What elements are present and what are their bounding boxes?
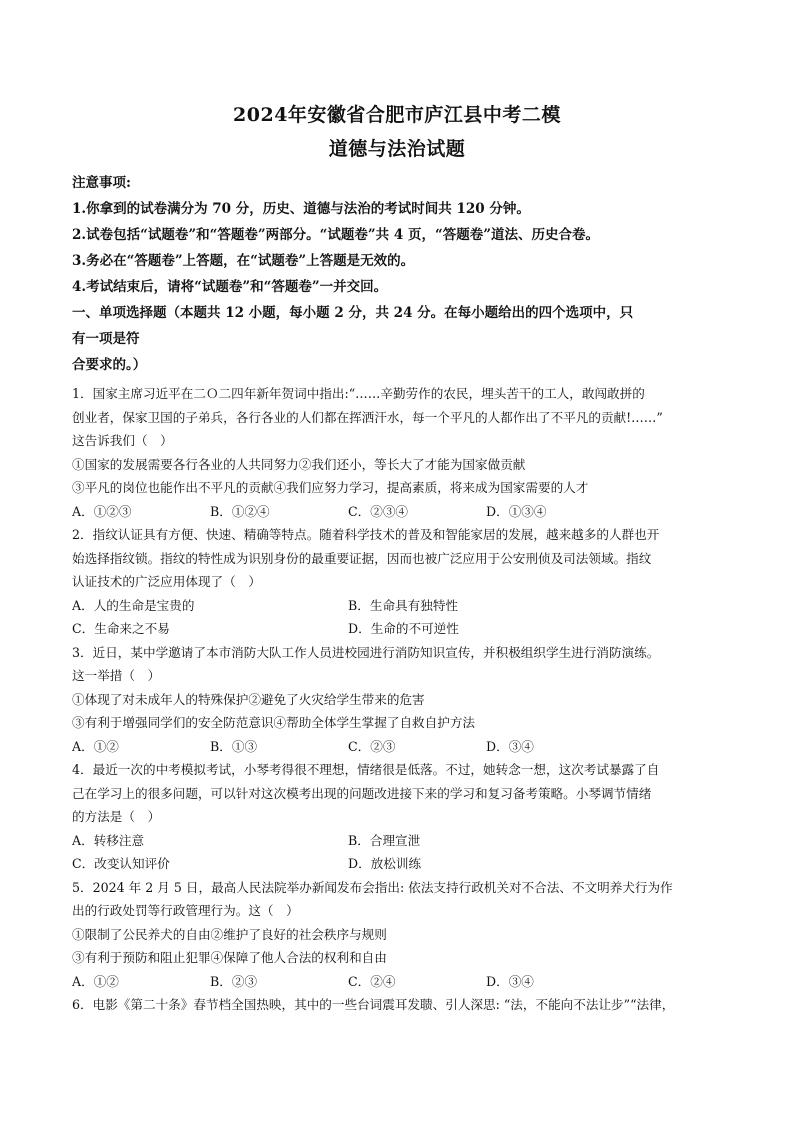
question-stem-line: 始选择指纹锁。指纹的特性成为识别身份的最重要证据，因而也被广泛应用于公安刑侦及司法领域。指纹 <box>72 550 652 566</box>
question-stem-line: 这告诉我们（ ） <box>72 433 173 448</box>
option-row <box>72 852 737 876</box>
question-stem-line: 5．2024 年 2 月 5 日，最高人民法院举办新闻发布会指出: 依法支持行政机关对不合法、不文明养犬行为作 <box>72 879 673 895</box>
option-b: B．①③ <box>210 738 258 754</box>
question-stem-line: 己在学习上的很多问题，可以针对这次模考出现的问题改进接下来的学习和复习备考策略。小琴调节情绪 <box>72 785 652 801</box>
question-2 <box>72 523 737 641</box>
question-stem-line: 1．国家主席习近平在二Ｏ二四年新年贺词中指出:“……辛勤劳作的农民，埋头苦干的工人，敢闯敢拼的 <box>72 386 645 401</box>
question-stem-line: 这一举措（ ） <box>72 668 161 683</box>
option-d: D．生命的不可逆性 <box>348 621 459 636</box>
option-a: A．①② <box>72 738 119 754</box>
option-b: B．合理宣泄 <box>348 832 421 848</box>
question-stem-line: 出的行政处罚等行政管理行为。这（ ） <box>72 903 299 918</box>
notes-item: 3.务必在“答题卷”上答题，在“试题卷”上答题是无效的。 <box>72 253 415 269</box>
option-c: C．②④ <box>348 973 396 989</box>
option-c: C．改变认知评价 <box>72 856 170 871</box>
notes-block <box>72 170 732 300</box>
question-4 <box>72 758 737 876</box>
question-stem-line: 3．近日，某中学邀请了本市消防大队工作人员进校园进行消防知识宣传，并积极组织学生进行消防演练。 <box>72 644 660 660</box>
section-line: 合要求的。） <box>72 357 147 373</box>
notes-item: 4.考试结束后，请将“试题卷”和“答题卷”一并交回。 <box>72 279 388 295</box>
option-row <box>72 970 737 994</box>
page-subtitle: 道德与法治试题 <box>328 138 466 160</box>
option-c: C．②③④ <box>348 503 409 519</box>
option-d: D．③④ <box>486 973 534 989</box>
notes-heading: 注意事项: <box>72 175 131 191</box>
option-d: D．放松训练 <box>348 856 422 871</box>
option-b: B．生命具有独特性 <box>348 597 459 613</box>
option-b: B．①②④ <box>210 503 270 519</box>
question-1 <box>72 382 737 523</box>
question-stem-line: ①限制了公民养犬的自由②维护了良好的社会秩序与规则 <box>72 926 387 942</box>
option-a: A．转移注意 <box>72 832 145 848</box>
option-row <box>72 500 737 524</box>
question-3 <box>72 641 737 759</box>
question-stem-line: 的方法是（ ） <box>72 809 161 824</box>
option-a: A．人的生命是宝贵的 <box>72 597 195 613</box>
section-line: 有一项是符 <box>72 331 140 347</box>
question-stem-line: 4．最近一次的中考模拟考试，小琴考得很不理想，情绪很是低落。不过，她转念一想，这次考试暴露了自 <box>72 762 660 777</box>
question-stem-line: ③有利于预防和阻止犯罪④保障了他人合法的权利和自由 <box>72 950 387 965</box>
question-5 <box>72 876 737 994</box>
option-a: A．①② <box>72 973 119 989</box>
question-6 <box>72 993 737 1017</box>
question-stem-line: 创业者，保家卫国的子弟兵，各行各业的人们都在挥洒汗水，每一个平凡的人都作出了不平凡的贡献!……” <box>72 409 663 425</box>
question-stem-line: 认证技术的广泛应用体现了（ ） <box>72 574 261 589</box>
question-stem-line: ③有利于增强同学们的安全防范意识④帮助全体学生掌握了自救自护方法 <box>72 715 475 730</box>
option-c: C．生命来之不易 <box>72 621 170 636</box>
question-stem-line: 6．电影《第二十条》春节档全国热映，其中的一些台词震耳发聩、引人深思: “法，不能向不法让步”“法律， <box>72 997 675 1012</box>
option-d: D．③④ <box>486 738 534 754</box>
option-b: B．②③ <box>210 973 258 989</box>
notes-item: 1.你拿到的试卷满分为 70 分，历史、道德与法治的考试时间共 120 分钟。 <box>72 201 530 217</box>
option-d: D．①③④ <box>486 503 547 519</box>
option-row <box>72 617 737 641</box>
option-a: A．①②③ <box>72 503 132 519</box>
question-stem-line: ①国家的发展需要各行各业的人共同努力②我们还小，等长大了才能为国家做贡献 <box>72 456 526 472</box>
notes-item: 2.试卷包括“试题卷”和“答题卷”两部分。“试题卷”共 4 页，“答题卷”道法、历史合卷。 <box>72 227 600 243</box>
page-title: 2024年安徽省合肥市庐江县中考二模 <box>233 104 561 126</box>
questions-list <box>72 382 737 1017</box>
option-row <box>72 594 737 618</box>
question-stem-line: ①体现了对未成年人的特殊保护②避免了火灾给学生带来的危害 <box>72 691 425 707</box>
section-heading <box>72 300 732 378</box>
question-stem-line: 2．指纹认证具有方便、快速、精确等特点。随着科学技术的普及和智能家居的发展，越来越多的人群也开 <box>72 527 660 542</box>
option-row <box>72 829 737 853</box>
section-line: 一、单项选择题（本题共 12 小题，每小题 2 分，共 24 分。在每小题给出的四个选项中，只 <box>72 305 634 321</box>
option-row <box>72 735 737 759</box>
option-c: C．②③ <box>348 738 396 754</box>
question-stem-line: ③平凡的岗位也能作出不平凡的贡献④我们应努力学习，提高素质，将来成为国家需要的人才 <box>72 480 589 495</box>
